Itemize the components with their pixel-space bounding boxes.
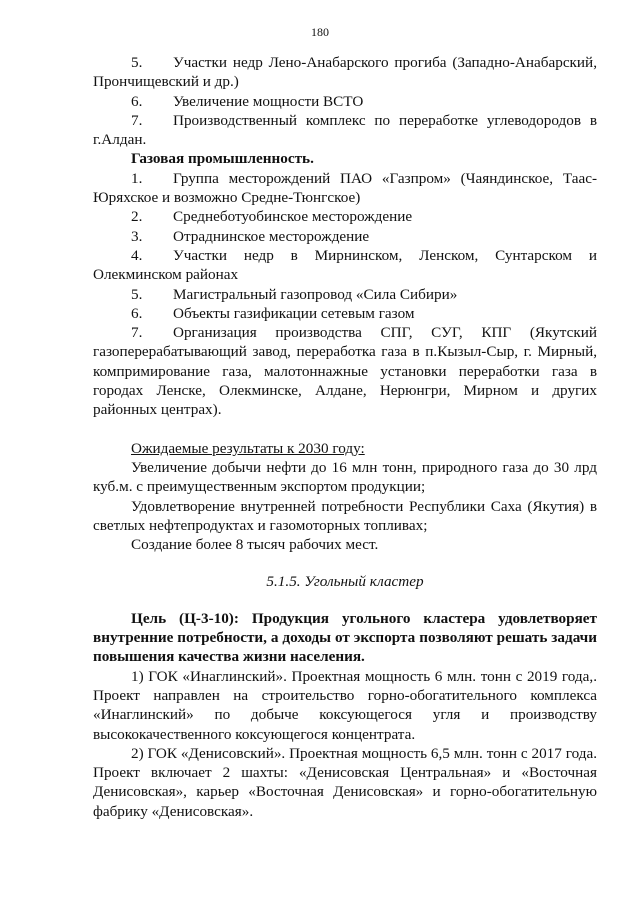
item-text: Магистральный газопровод «Сила Сибири» bbox=[173, 285, 458, 303]
gas-item-4 bbox=[93, 246, 597, 285]
item-number: 2. bbox=[131, 208, 143, 226]
result-oil-gas: Увеличение добычи нефти до 16 млн тонн, природного газа до 30 лрд куб.м. с преимущественным экспортом продукции; bbox=[93, 458, 597, 496]
gas-item-2 bbox=[93, 207, 597, 226]
item-number: 5. bbox=[131, 54, 143, 71]
result-domestic-demand: Удовлетворение внутренней потребности Республики Саха (Якутия) в светлых нефтепродуктах и газомоторных топливах; bbox=[93, 497, 597, 534]
item-text: Группа месторождений ПАО «Газпром» (Чаяндинское, Таас-Юряхское и возможно Средне-Тюнгское) bbox=[93, 169, 597, 207]
gas-item-5 bbox=[93, 285, 597, 304]
page-content bbox=[93, 53, 597, 821]
item-number: 7. bbox=[131, 324, 143, 342]
result-jobs: Создание более 8 тысяч рабочих мест. bbox=[131, 536, 379, 554]
item-number: 4. bbox=[131, 246, 143, 264]
item-text: Организация производства СПГ, СУГ, КПГ (Якутский газоперерабатывающий завод, переработка газа в п.Кызыл-Сыр, г. Мирный, компримирование газа, малотоннажные установки переработки газа в городах Ленске, Олекминске, Алдане, Нерюнгри, Мирном и других районных центрах). bbox=[93, 324, 597, 419]
blank-line bbox=[93, 420, 597, 439]
project-inaglinsky: 1) ГОК «Инаглинский». Проектная мощность 6 млн. тонн с 2019 года,. Проект направлен на строительство горно-обогатительного комплекса «Инаглинский» по добыче коксующегося угля и производству высококачественного коксующегося концентрата. bbox=[93, 667, 597, 743]
item-text: Производственный комплекс по переработке углеводородов в г.Алдан. bbox=[93, 111, 597, 149]
item-number: 3. bbox=[131, 227, 143, 245]
item-number: 6. bbox=[131, 304, 143, 322]
item-number: 7. bbox=[131, 111, 143, 129]
item-number: 1. bbox=[131, 169, 143, 187]
gas-industry-heading: Газовая промышленность. bbox=[131, 150, 314, 168]
item-text: Увеличение мощности ВСТО bbox=[173, 92, 364, 110]
item-text: Среднеботуобинское месторождение bbox=[173, 208, 413, 226]
expected-results-heading-text: Ожидаемые результаты к 2030 году: bbox=[131, 439, 365, 457]
item-text: Участки недр Лено-Анабарского прогиба (Западно-Анабарский, Прончищевский и др.) bbox=[93, 54, 597, 91]
expected-results-heading bbox=[93, 439, 597, 458]
oil-item-7 bbox=[93, 111, 597, 150]
item-text: Участки недр в Мирнинском, Ленском, Сунтарском и Олекминском районах bbox=[93, 246, 597, 284]
gas-item-3 bbox=[93, 227, 597, 246]
item-text: Отраднинское месторождение bbox=[173, 227, 370, 245]
gas-item-1 bbox=[93, 169, 597, 208]
oil-item-6 bbox=[93, 92, 597, 111]
item-number: 6. bbox=[131, 92, 143, 110]
page-number: 180 bbox=[311, 25, 329, 39]
gas-item-6 bbox=[93, 304, 597, 323]
gas-item-7 bbox=[93, 323, 597, 419]
project-denisovsky: 2) ГОК «Денисовский». Проектная мощность 6,5 млн. тонн с 2017 года. Проект включает 2 шахты: «Денисовская Центральная» и «Восточная Денисовская», карьер «Восточная Денисовская» и горно-обогатительную фабрику «Денисовская». bbox=[93, 744, 597, 820]
item-text: Объекты газификации сетевым газом bbox=[173, 304, 415, 322]
oil-item-5 bbox=[93, 53, 597, 92]
item-number: 5. bbox=[131, 285, 143, 303]
subsection-title: 5.1.5. Угольный кластер bbox=[266, 573, 424, 591]
goal-statement: Цель (Ц-3-10): Продукция угольного кластера удовлетворяет внутренние потребности, а доходы от экспорта позволяют решать задачи повышения качества жизни населения. bbox=[93, 609, 597, 666]
